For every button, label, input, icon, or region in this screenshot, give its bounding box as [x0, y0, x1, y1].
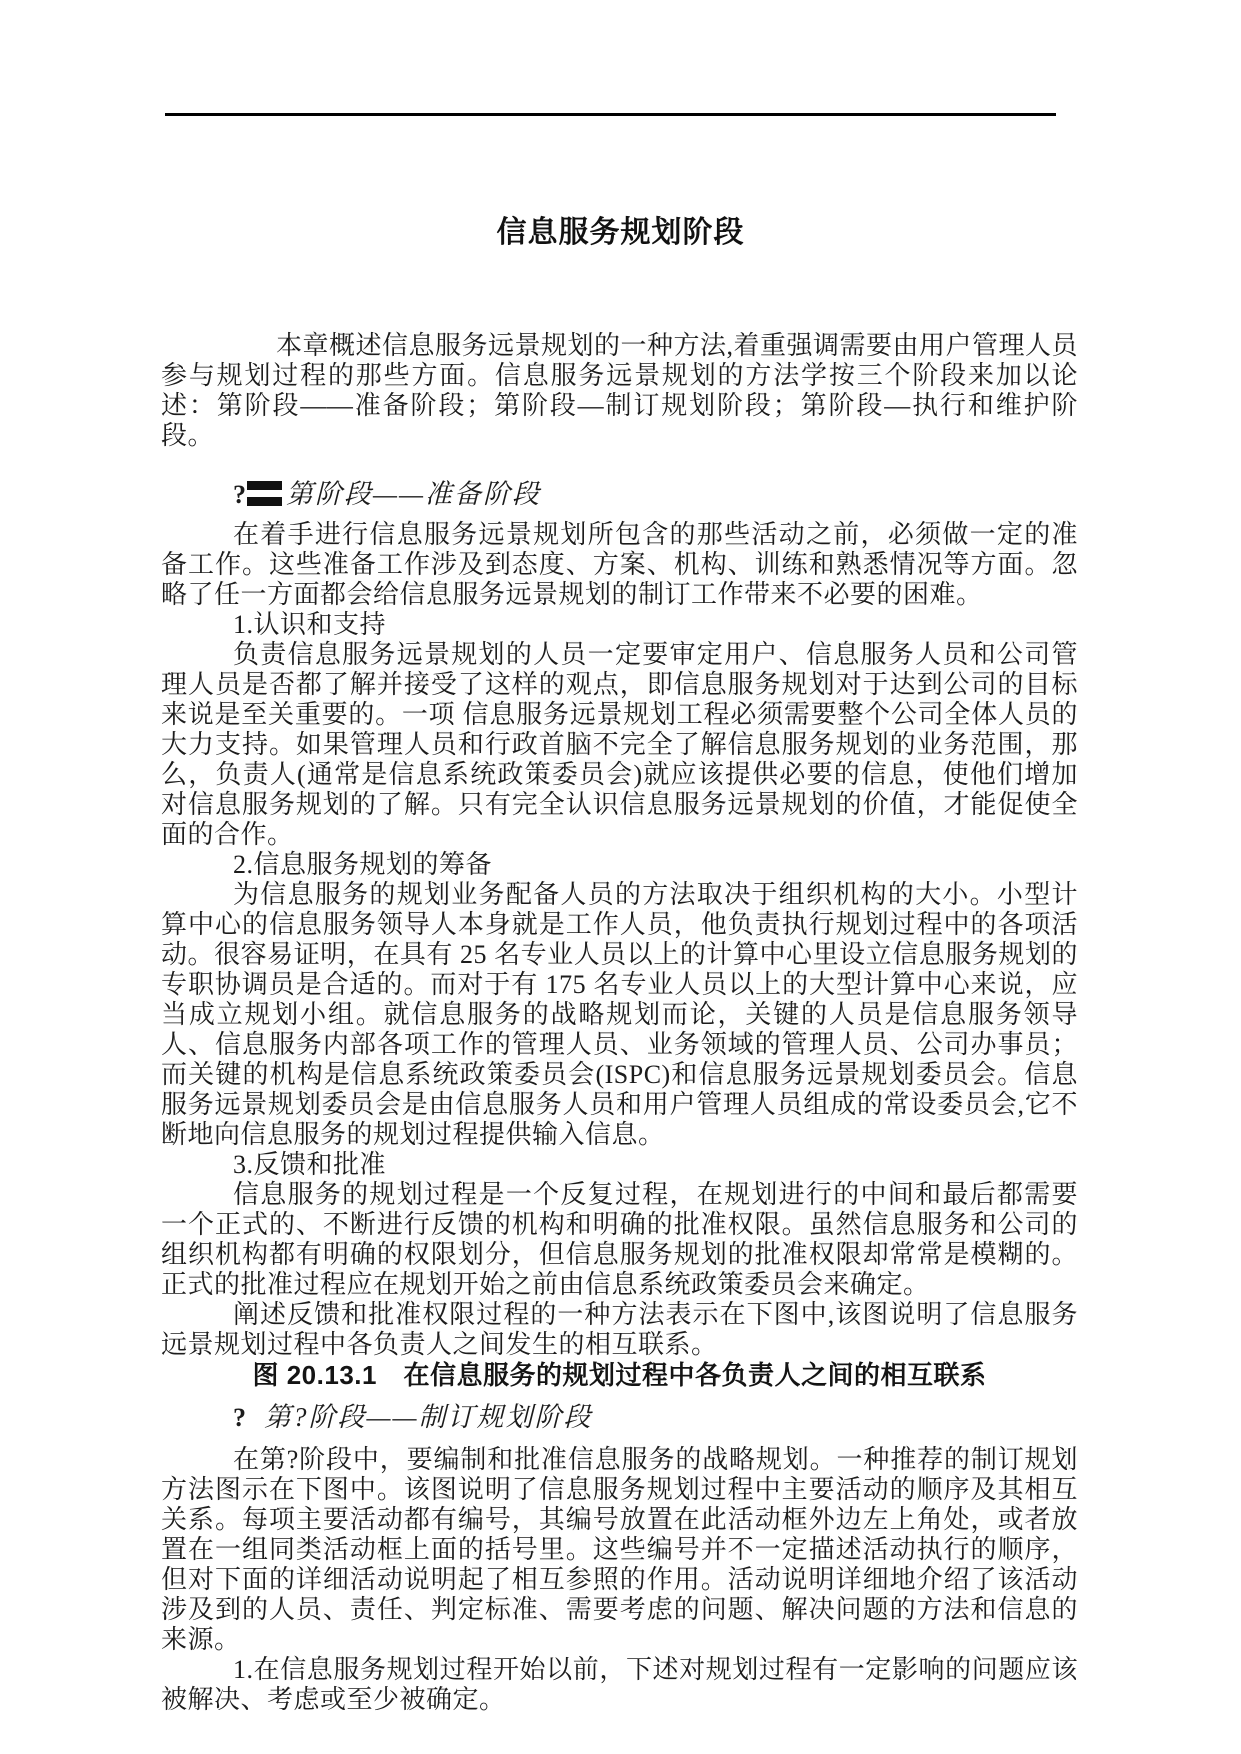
- paragraph-intro: 本章概述信息服务远景规划的一种方法,着重强调需要由用户管理人员参与规划过程的那些方面。信息服务远景规划的方法学按三个阶段来加以论述：第阶段——准备阶段；第阶段—制订规划阶段；第阶段—执行和维护阶段。: [161, 331, 1079, 450]
- paragraph-item1: 负责信息服务远景规划的人员一定要审定用户、信息服务人员和公司管理人员是否都了解并接受了这样的观点，即信息服务规划对于达到公司的目标来说是至关重要的。一项 信息服务远景规划工程必须需要整个公司全体人员的大力支持。如果管理人员和行政首脑不完全了解信息服务规划的业务范围，那么，负责人(通常是信息系统政策委员会)就应该提供必要的信息，使他们增加对信息服务规划的了解。只有完全认识信息服务远景规划的价值，才能促使全面的合作。: [161, 640, 1078, 849]
- header-rule: [165, 113, 1056, 116]
- question-mark-prefix: ?: [233, 480, 246, 509]
- figure-caption: 图 20.13.1 在信息服务的规划过程中各负责人之间的相互联系: [252, 1360, 987, 1390]
- section-heading-phase1: [161, 477, 1078, 512]
- section-heading-phase2: [161, 1400, 1078, 1435]
- paragraph-final-note: 1.在信息服务规划过程开始以前，下述对规划过程有一定影响的问题应该被解决、考虑或至少被确定。: [161, 1655, 1078, 1714]
- document-body: [161, 331, 1078, 1715]
- subitem-title-2: 2.信息服务规划的筹备: [233, 850, 493, 879]
- section-heading-phase1-text: 第阶段——准备阶段: [286, 479, 542, 509]
- paragraph-preparation: 在着手进行信息服务远景规划所包含的那些活动之前，必须做一定的准备工作。这些准备工作涉及到态度、方案、机构、训练和熟悉情况等方面。忽略了任一方面都会给信息服务远景规划的制订工作带来不必要的困难。: [161, 520, 1078, 609]
- paragraph-item3: 信息服务的规划过程是一个反复过程，在规划进行的中间和最后都需要一个正式的、不断进行反馈的机构和明确的批准权限。虽然信息服务和公司的组织机构都有明确的权限划分，但信息服务规划的批准权限却常常是模糊的。正式的批准过程应在规划开始之前由信息系统政策委员会来确定。: [161, 1180, 1078, 1299]
- document-title: 信息服务规划阶段: [496, 216, 745, 249]
- section-heading-phase2-text: 第?阶段——制订规划阶段: [264, 1402, 593, 1432]
- missing-glyph-icon: [247, 481, 282, 506]
- question-mark-prefix: ?: [233, 1403, 246, 1432]
- paragraph-figure-intro: 阐述反馈和批准权限过程的一种方法表示在下图中,该图说明了信息服务远景规划过程中各负责人之间发生的相互联系。: [161, 1300, 1078, 1359]
- subitem-title-3: 3.反馈和批准: [233, 1150, 387, 1179]
- paragraph-item2: 为信息服务的规划业务配备人员的方法取决于组织机构的大小。小型计算中心的信息服务领导人本身就是工作人员，他负责执行规划过程中的各项活动。很容易证明，在具有 25 名专业人员以上的计算中心里设立信息服务规划的专职协调员是合适的。而对于有 175 名专业人员以上的大型计算中心来说，应当成立规划小组。就信息服务的战略规划而论，关键的人员是信息服务领导人、信息服务内部各项工作的管理人员、业务领域的管理人员、公司办事员；而关键的机构是信息系统政策委员会(ISPC)和信息服务远景规划委员会。信息服务远景规划委员会是由信息服务人员和用户管理人员组成的常设委员会,它不断地向信息服务的规划过程提供输入信息。: [161, 880, 1078, 1149]
- subitem-title-1: 1.认识和支持: [233, 610, 387, 639]
- paragraph-phase2: 在第?阶段中，要编制和批准信息服务的战略规划。一种推荐的制订规划方法图示在下图中。该图说明了信息服务规划过程中主要活动的顺序及其相互关系。每项主要活动都有编号，其编号放置在此活动框外边左上角处，或者放置在一组同类活动框上面的括号里。这些编号并不一定描述活动执行的顺序，但对下面的详细活动说明起了相互参照的作用。活动说明详细地介绍了该活动涉及到的人员、责任、判定标准、需要考虑的问题、解决问题的方法和信息的来源。: [161, 1445, 1078, 1654]
